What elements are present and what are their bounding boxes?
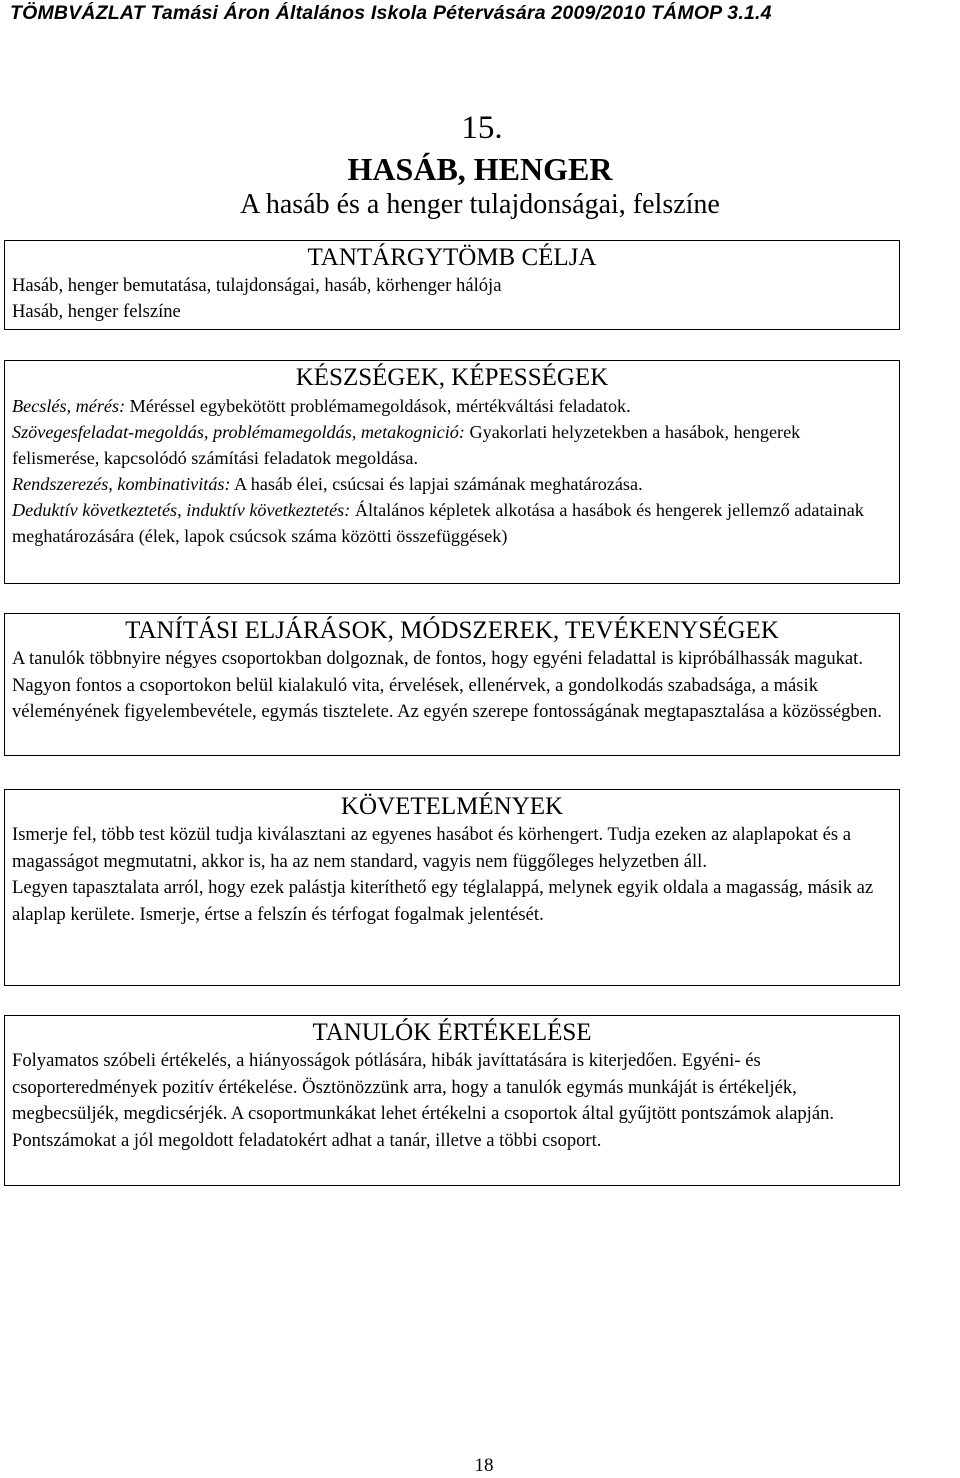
skill-item xyxy=(12,393,892,419)
section-body xyxy=(12,393,892,549)
skill-item xyxy=(12,471,892,497)
kovetelmeny-paragraph: Legyen tapasztalata arról, hogy ezek palástja kiteríthető egy téglalappá, melynek egyik oldala a magasság, másik az alaplap kerülete. Ismerje, értse a felszín és térfogat fogalmak jelentését. xyxy=(12,877,874,925)
ertekeles-text: Folyamatos szóbeli értékelés, a hiányosságok pótlására, hibák javíttatására is kiterjedően. Egyéni- és csoporteredmények pozitív értékelése. Ösztönözzünk arra, hogy a tanulók egymás munkáját is értékeljék, megbecsüljék, megdicsérjék. A csoportmunkákat lehet értékelni a csoportok által gyűjtött pontszámok alapján. Pontszámokat a jól megoldott feladatokért adhat a tanár, illetve a többi csoport. xyxy=(12,1050,835,1151)
section-ertekeles xyxy=(4,1015,900,1186)
skill-item xyxy=(12,419,892,471)
page-header: TÖMBVÁZLAT Tamási Áron Általános Iskola Pétervására 2009/2010 TÁMOP 3.1.4 xyxy=(10,2,772,24)
chapter-title: HASÁB, HENGER xyxy=(347,151,613,187)
section-body xyxy=(12,646,892,726)
section-heading: TANÍTÁSI ELJÁRÁSOK, MÓDSZEREK, TEVÉKENYSÉGEK xyxy=(125,617,779,644)
skill-label: Rendszerezés, kombinativitás: xyxy=(12,474,231,494)
skill-text: A hasáb élei, csúcsai és lapjai számának meghatározása. xyxy=(230,474,643,494)
section-heading: KÉSZSÉGEK, KÉPESSÉGEK xyxy=(295,364,609,391)
section-tanitasi xyxy=(4,613,900,756)
chapter-subtitle: A hasáb és a henger tulajdonságai, felszíne xyxy=(240,189,720,220)
section-celja xyxy=(4,240,900,330)
celja-line: Hasáb, henger felszíne xyxy=(12,301,181,322)
celja-line: Hasáb, henger bemutatása, tulajdonságai, hasáb, körhenger hálója xyxy=(12,275,502,296)
skill-text: Méréssel egybekötött problémamegoldások, mértékváltási feladatok. xyxy=(125,396,631,416)
section-body xyxy=(12,273,892,325)
section-heading: KÖVETELMÉNYEK xyxy=(340,793,564,820)
skill-item xyxy=(12,497,892,549)
section-heading: TANTÁRGYTÖMB CÉLJA xyxy=(307,244,597,271)
skill-text: Általános képletek alkotása a hasábok és hengerek jellemző adatainak meghatározására (élek, lapok csúcsok száma közötti összefüggések) xyxy=(12,500,864,546)
kovetelmeny-paragraph: Ismerje fel, több test közül tudja kiválasztani az egyenes hasábot és körhengert. Tudja ezeken az alaplapokat és a magasságot megmutatni, akkor is, ha az nem standard, vagyis nem függőleges helyzetben áll. xyxy=(12,824,851,872)
section-keszsegek xyxy=(4,360,900,584)
tanitasi-text: A tanulók többnyire négyes csoportokban dolgoznak, de fontos, hogy egyéni feladattal is kipróbálhassák magukat. Nagyon fontos a csoportokon belül kialakuló vita, érvelések, ellenérvek, a gondolkodás szabadsága, a másik véleményének figyelembevétele, egymás tisztelete. Az egyén szerepe fontosságának megtapasztalása a közösségben. xyxy=(12,648,882,722)
chapter-number: 15. xyxy=(461,110,503,146)
skill-text: Gyakorlati helyzetekben a hasábok, hengerek felismerése, kapcsolódó számítási feladatok megoldása. xyxy=(12,422,801,468)
section-body xyxy=(12,1048,892,1154)
section-kovetelmenyek xyxy=(4,789,900,986)
page-number: 18 xyxy=(474,1455,494,1476)
skill-label: Deduktív következtetés, induktív következtetés: xyxy=(12,500,351,520)
section-heading: TANULÓK ÉRTÉKELÉSE xyxy=(312,1019,592,1046)
skill-label: Becslés, mérés: xyxy=(12,396,126,416)
section-body xyxy=(12,822,892,928)
skill-label: Szövegesfeladat-megoldás, problémamegoldás, metakognició: xyxy=(12,422,465,442)
